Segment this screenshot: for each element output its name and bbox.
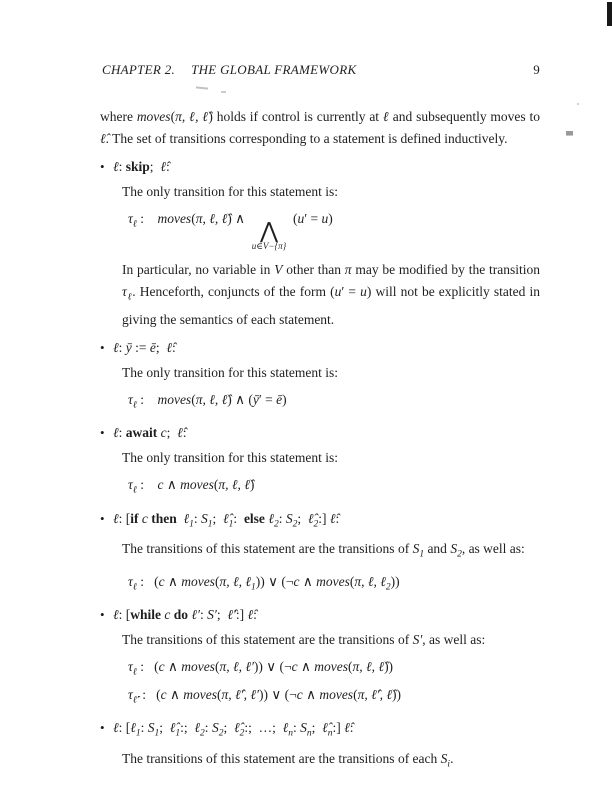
assignment-transition-formula: $\tau_\ell$ : moves(π, ℓ, ℓ̂) ∧ (ȳ′ = ē) — [128, 391, 287, 410]
statement-await-text: The only transition for this statement is: — [122, 450, 338, 465]
header-chapter-title — [102, 62, 356, 78]
bullet-marker: • — [100, 339, 105, 355]
statement-while-text: The transitions of this statement are the transitions of S′, as well as: — [122, 632, 486, 647]
statement-skip — [100, 156, 540, 178]
big-conjunction-operator: ⋀ u∈V−{π} — [251, 218, 287, 251]
page-body — [100, 106, 540, 775]
statement-while — [100, 604, 540, 626]
statement-await — [100, 422, 540, 444]
statement-sequence-header: ℓ: [ℓ$_1$: $S_1$; $\ell̂_1$:; ℓ$_2$: $S_2$; $\ell̂_2$:; …; ℓ$_n$: $S_n$; $\ell̂_n$:] ℓ̂: — [113, 720, 354, 739]
if-transition-formula: $\tau_\ell$ : (c ∧ moves(π, ℓ, ℓ$_1$)) ∨ (¬c ∧ moves(π, ℓ, ℓ$_2$)) — [128, 573, 400, 592]
scan-artifact-pencil-dot — [221, 91, 226, 93]
statement-if-then-else — [100, 508, 540, 536]
scan-artifact-speck — [577, 103, 579, 105]
scan-artifact-pencil-mark — [196, 86, 208, 89]
await-transition-formula: $\tau_\ell$ : c ∧ moves(π, ℓ, ℓ̂) — [128, 477, 255, 496]
bullet-marker: • — [100, 425, 105, 440]
scan-artifact-margin-blot — [566, 131, 573, 135]
statement-assignment-text: The only transition for this statement is: — [122, 364, 338, 380]
bullet-marker: • — [100, 607, 105, 622]
bullet-marker: • — [100, 510, 105, 526]
statement-if-header: ℓ: [if c then ℓ$_1$: $S_1$; $\ell̂_1$: else ℓ$_2$: $S_2$; $\ell̂_2$:] ℓ̂: — [113, 510, 340, 529]
while-transition-formula-2: $\tau_{\ell̂'}$ : (c ∧ moves(π, ℓ̂′, ℓ′)) ∨ (¬c ∧ moves(π, ℓ̂′, ℓ̂)) — [128, 686, 402, 705]
statement-skip-text: The only transition for this statement is: — [122, 184, 338, 199]
while-transition-formula-1: $\tau_\ell$ : (c ∧ moves(π, ℓ, ℓ′)) ∨ (¬c ∧ moves(π, ℓ, ℓ̂)) — [128, 659, 394, 678]
page-number: 9 — [533, 62, 540, 77]
bullet-marker: • — [100, 159, 105, 174]
statement-assignment — [100, 337, 540, 359]
skip-transition-formula: $\tau_\ell$ : moves(π, ℓ, ℓ̂) ∧ ⋀ u∈V−{π} (u′ = u) — [128, 211, 333, 251]
statement-skip-header: ℓ: skip; ℓ̂: — [113, 159, 170, 174]
statement-sequence-text: The transitions of this statement are the transitions of each $S_i$. — [122, 750, 454, 769]
note-paragraph: In particular, no variable in V other than π may be modified by the transition $\tau_\ell$. Henceforth, conjuncts of the form (u′ = u) will not be explicitly stated in giving the semantics of each statement. — [122, 262, 540, 327]
statement-await-header: ℓ: await c; ℓ̂: — [113, 425, 187, 440]
running-header — [102, 0, 540, 78]
chapter-label: CHAPTER 2. — [102, 62, 176, 77]
statement-sequence — [100, 717, 540, 745]
scan-artifact-corner — [607, 2, 612, 26]
intro-paragraph: where moves(π, ℓ, ℓ̂) holds if control is currently at ℓ and subsequently moves to ℓ̂. The set of transitions corresponding to a statement is defined inductively. — [100, 109, 541, 146]
chapter-title: THE GLOBAL FRAMEWORK — [191, 62, 357, 77]
statement-if-text: The transitions of this statement are the transitions of $S_1$ and $S_2$, as well as: — [122, 541, 525, 560]
statement-assignment-header: ℓ: ȳ := ē; ℓ̂: — [113, 339, 176, 355]
bullet-marker: • — [100, 720, 105, 735]
statement-while-header: ℓ: [while c do ℓ′: S′; ℓ̂′:] ℓ̂: — [113, 607, 257, 622]
